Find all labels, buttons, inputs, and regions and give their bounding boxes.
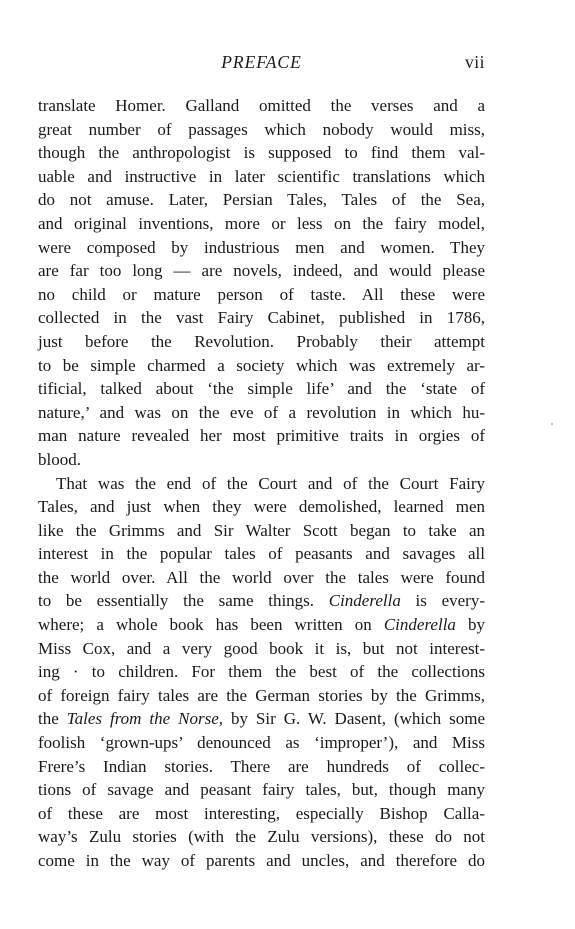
text-line: of these are most interesting, especially Bishop Calla- — [38, 803, 485, 823]
italic-title: Tales from the Norse, — [66, 709, 223, 729]
text-line: way’s Zulu stories (with the Zulu versions), these do not — [38, 827, 485, 847]
text-line: foolish ‘grown-ups’ denounced as ‘improper’), and Miss — [38, 733, 485, 753]
text-line: no child or mature person of taste. All these were — [38, 284, 485, 304]
text-line: were composed by industrious men and women. They — [38, 237, 485, 257]
text-line: though the anthropologist is supposed to find them val- — [38, 143, 485, 163]
text-line: Tales, and just when they were demolished, learned men — [38, 497, 485, 517]
italic-title: Cinderella — [383, 615, 456, 635]
text-line: Frere’s Indian stories. There are hundreds of collec- — [38, 756, 485, 776]
text-line: come in the way of parents and uncles, and therefore do — [38, 851, 485, 870]
italic-title: Cinderella — [328, 591, 401, 611]
paragraph-1 — [38, 94, 485, 472]
text-segment: the — [38, 709, 59, 729]
text-line: the world over. All the world over the tales were found — [38, 567, 485, 587]
text-line: uable and instructive in later scientific translations which — [38, 166, 485, 186]
text-line: tificial, talked about ‘the simple life’ and the ‘state of — [38, 379, 485, 399]
text-line: just before the Revolution. Probably their attempt — [38, 331, 485, 351]
text-line: like the Grimms and Sir Walter Scott began to take an — [38, 520, 485, 540]
book-page — [38, 52, 485, 873]
text-line: translate Homer. Galland omitted the verses and a — [38, 96, 485, 115]
scan-speck — [551, 423, 553, 425]
text-line: interest in the popular tales of peasants and savages all — [38, 544, 485, 564]
running-head-title: PREFACE — [221, 52, 302, 72]
text-line: tions of savage and peasant fairy tales, but, though many — [38, 780, 485, 800]
text-line: do not amuse. Later, Persian Tales, Tales of the Sea, — [38, 190, 485, 210]
text-line: Miss Cox, and a very good book it is, but not interest- — [38, 638, 485, 658]
text-segment: where; a whole book has been written on — [38, 615, 372, 635]
text-segment: by Sir G. W. Dasent, (which some — [230, 709, 486, 729]
text-line: of foreign fairy tales are the German stories by the Grimms, — [38, 685, 485, 705]
text-line: great number of passages which nobody would miss, — [38, 119, 485, 139]
text-segment: is every- — [415, 591, 485, 611]
text-line: ing · to children. For them the best of the collections — [38, 662, 485, 682]
text-segment: by — [468, 615, 486, 635]
page-number: vii — [465, 52, 485, 72]
text-line-mixed — [38, 589, 485, 613]
text-line: and original inventions, more or less on the fairy model, — [38, 213, 485, 233]
text-line-mixed — [38, 707, 485, 731]
text-line: That was the end of the Court and of the Court Fairy — [56, 473, 485, 493]
text-line: are far too long — are novels, indeed, and would please — [38, 261, 485, 281]
body-text — [38, 94, 485, 873]
text-line: blood. — [38, 449, 81, 469]
paragraph-2 — [38, 472, 485, 873]
text-segment: to be essentially the same things. — [38, 591, 315, 611]
text-line: to be simple charmed a society which was extremely ar- — [38, 355, 485, 375]
text-line: man nature revealed her most primitive traits in orgies of — [38, 426, 485, 446]
running-head — [38, 52, 485, 80]
text-line-mixed — [38, 613, 485, 637]
text-line: collected in the vast Fairy Cabinet, published in 1786, — [38, 308, 485, 328]
text-line: nature,’ and was on the eve of a revolution in which hu- — [38, 402, 485, 422]
